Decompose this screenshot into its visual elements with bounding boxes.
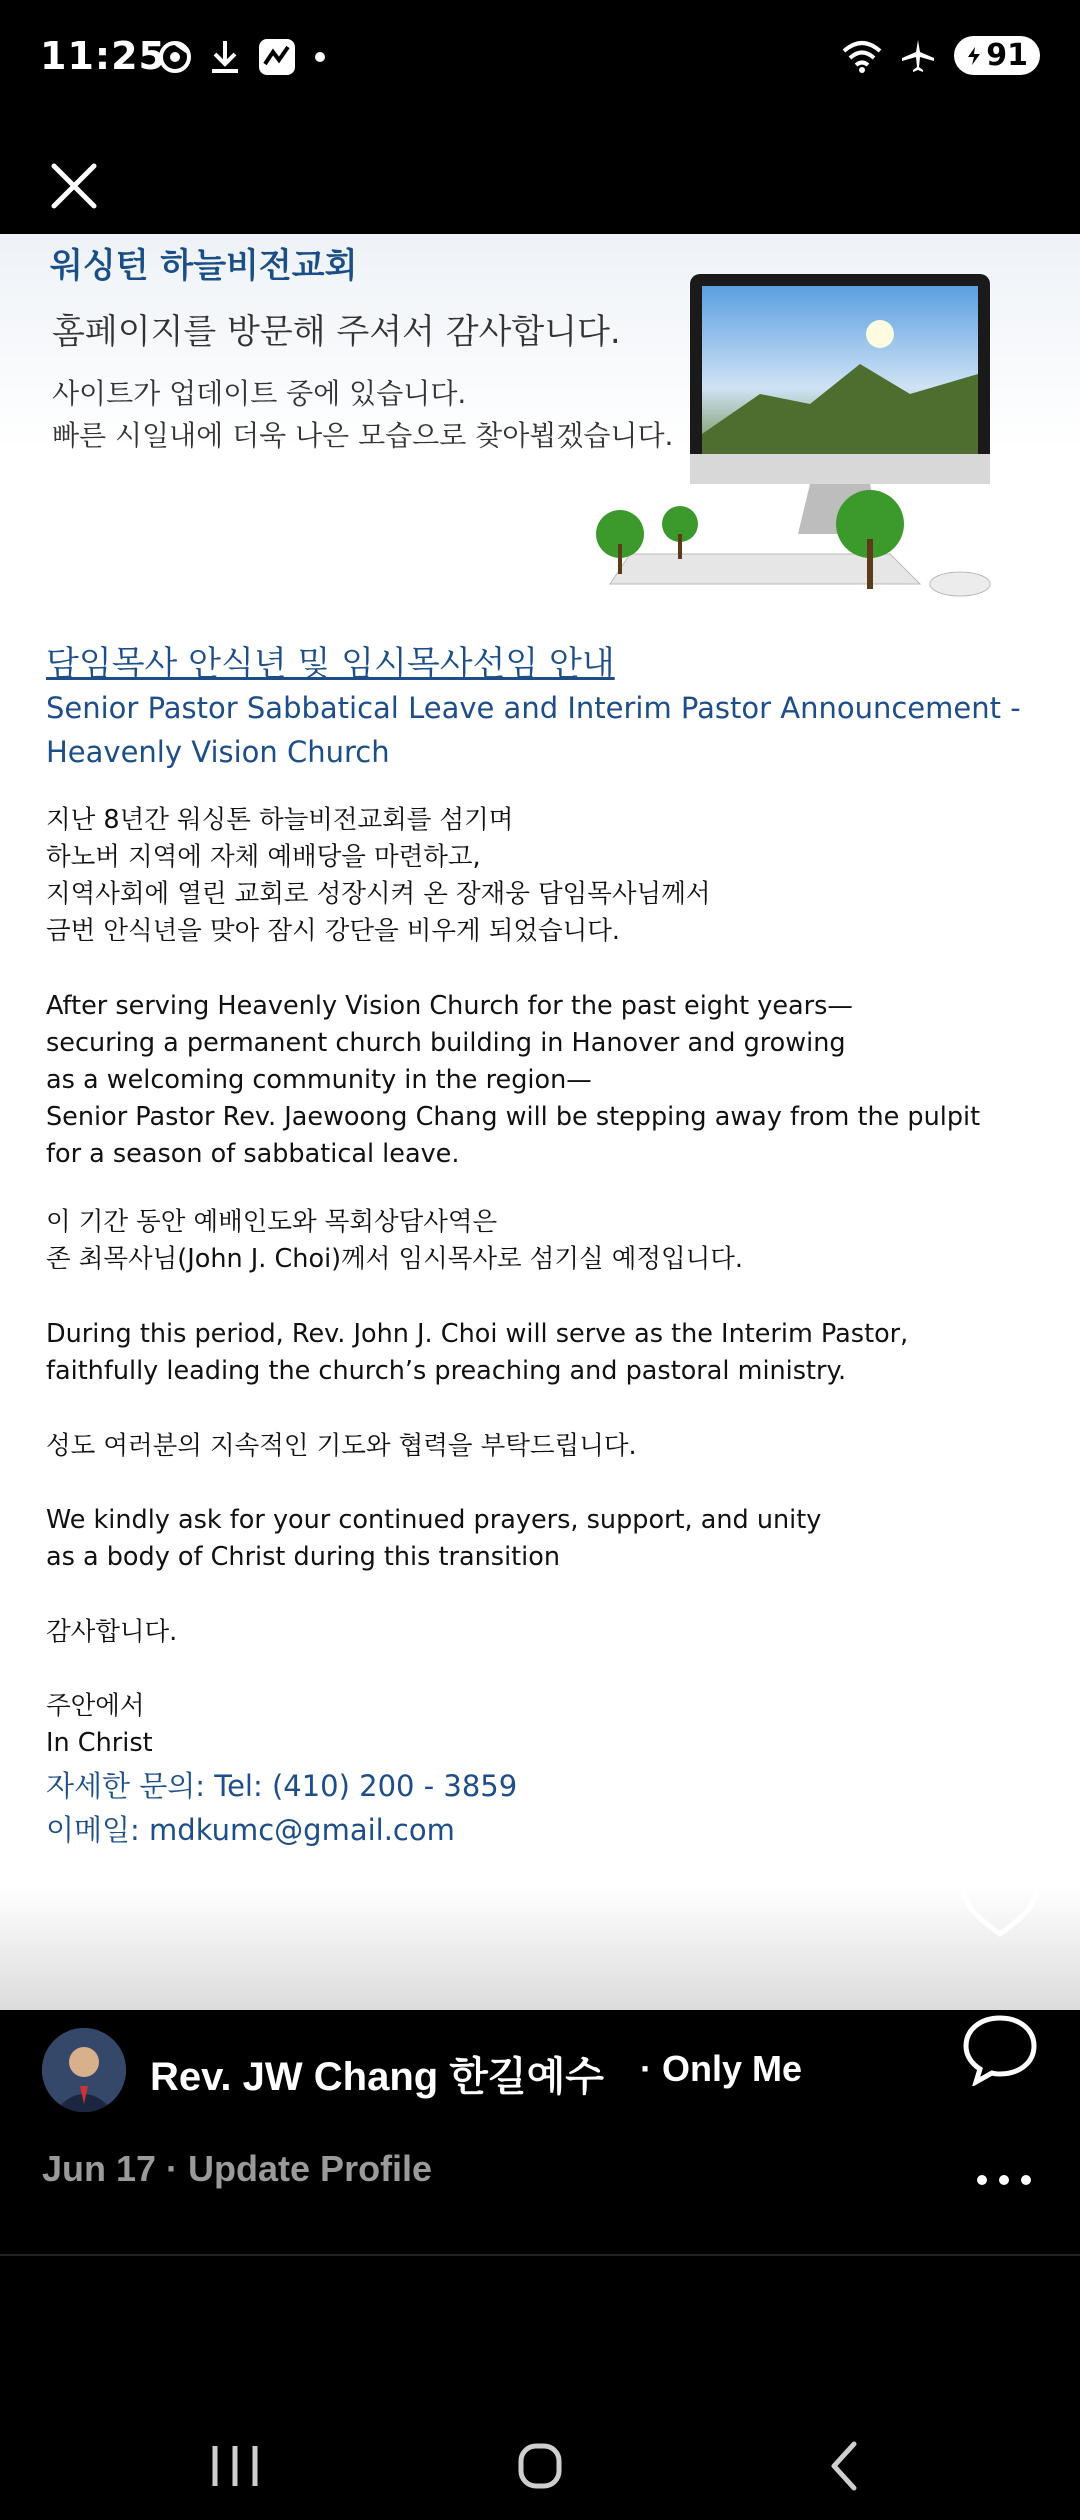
text-line: 금번 안식년을 맞아 잠시 강단을 비우게 되었습니다. [46, 916, 621, 946]
text-line: 주안에서 [46, 1691, 145, 1721]
paragraph-en-interim [46, 1316, 1046, 1390]
dot-icon [314, 51, 326, 63]
comment-icon[interactable] [960, 2012, 1040, 2086]
recent-apps-icon[interactable] [200, 2434, 270, 2498]
text-line: 존 최목사님(John J. Choi)께서 임시목사로 섬기실 예정입니다. [46, 1244, 744, 1274]
contact-phone: 자세한 문의: Tel: (410) 200 - 3859 [46, 1769, 518, 1803]
update-notice-line1: 사이트가 업데이트 중에 있습니다. [52, 377, 467, 410]
announcement-title-en [46, 686, 1036, 774]
airplane-icon [900, 38, 936, 74]
privacy-label: · Only Me [640, 2048, 803, 2089]
church-title: 워싱턴 하늘비전교회 [50, 246, 358, 286]
text-line: as a body of Christ during this transition [46, 1542, 561, 1572]
text-line: for a season of sabbatical leave. [46, 1139, 460, 1169]
announcement-title-en-line1: Senior Pastor Sabbatical Leave and Interim Pastor Announcement - [46, 691, 1021, 725]
status-bar [0, 0, 1080, 120]
post-image[interactable] [0, 234, 1080, 2010]
divider [0, 2254, 1080, 2256]
announcement-title-en-line2: Heavenly Vision Church [46, 735, 390, 769]
welcome-text: 홈페이지를 방문해 주셔서 감사합니다. [52, 312, 621, 352]
text-line: We kindly ask for your continued prayers, support, and unity [46, 1505, 822, 1535]
download-icon [210, 39, 240, 75]
avatar[interactable] [42, 2028, 126, 2112]
text-line: 성도 여러분의 지속적인 기도와 협력을 부탁드립니다. [46, 1431, 637, 1461]
text-line: After serving Heavenly Vision Church for the past eight years— [46, 991, 853, 1021]
activity-icon [258, 38, 296, 76]
text-line: 이 기간 동안 예배인도와 목회상담사역은 [46, 1207, 498, 1237]
author-name[interactable]: Rev. JW Chang 한길예수 [150, 2055, 604, 2099]
system-nav-bar [0, 2410, 1080, 2520]
paragraph-en-intro [46, 988, 1046, 1173]
paragraph-thanks [46, 1614, 1046, 1651]
paragraph-en-prayer [46, 1502, 1046, 1576]
text-line: faithfully leading the church’s preaching and pastoral ministry. [46, 1356, 847, 1386]
paragraph-signoff [46, 1688, 1046, 1762]
text-line: as a welcoming community in the region— [46, 1065, 592, 1095]
status-icons-left [158, 38, 326, 76]
heart-icon[interactable] [960, 1870, 1040, 1940]
paragraph-ko-prayer [46, 1428, 1046, 1465]
post-meta: Jun 17 · Update Profile [42, 2148, 433, 2189]
status-time: 11:25 [40, 34, 166, 78]
text-line: 지난 8년간 워싱톤 하늘비전교회를 섬기며 [46, 805, 514, 835]
battery-icon [954, 36, 1040, 75]
paragraph-ko-interim [46, 1204, 1046, 1278]
contact-email: 이메일: mdkumc@gmail.com [46, 1813, 455, 1847]
home-icon[interactable] [505, 2434, 575, 2498]
computer-illustration [590, 254, 1030, 614]
wifi-icon [842, 39, 882, 73]
paragraph-ko-intro [46, 802, 1046, 950]
announcement-title-ko: 담임목사 안식년 및 임시목사선임 안내 [46, 644, 615, 684]
battery-level: 91 [986, 38, 1028, 73]
status-icons-right [842, 36, 1040, 75]
text-line: During this period, Rev. John J. Choi will serve as the Interim Pastor, [46, 1319, 909, 1349]
text-line: 하노버 지역에 자체 예배당을 마련하고, [46, 842, 481, 872]
update-notice-line2: 빠른 시일내에 더욱 나은 모습으로 찾아뵙겠습니다. [52, 419, 674, 452]
text-line: securing a permanent church building in Hanover and growing [46, 1028, 846, 1058]
text-line: 지역사회에 열린 교회로 성장시켜 온 장재웅 담임목사님께서 [46, 879, 711, 909]
back-icon[interactable] [810, 2434, 880, 2498]
chrome-icon [158, 40, 192, 74]
avatar-image [42, 2028, 126, 2112]
text-line: In Christ [46, 1728, 153, 1758]
more-options-icon[interactable] [974, 2168, 1034, 2192]
contact-info [46, 1764, 517, 1852]
text-line: 감사합니다. [46, 1617, 178, 1647]
text-line: Senior Pastor Rev. Jaewoong Chang will be stepping away from the pulpit [46, 1102, 981, 1132]
close-icon[interactable] [46, 158, 102, 214]
